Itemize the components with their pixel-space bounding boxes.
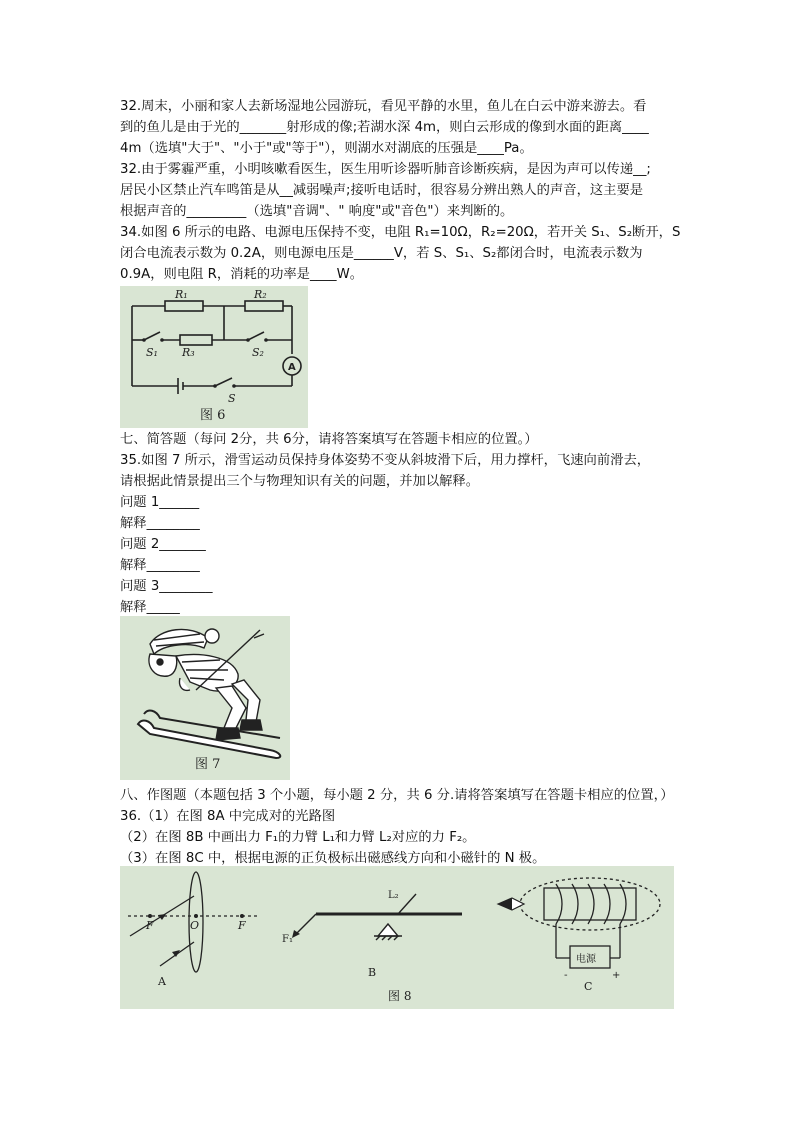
- figure-8b-label: B: [368, 966, 377, 979]
- q36-part2: （2）在图 8B 中画出力 F₁的力臂 L₁和力臂 L₂对应的力 F₂。: [120, 830, 476, 845]
- r1-label: R₁: [175, 288, 188, 301]
- focus-right-label: F: [238, 919, 246, 932]
- plus-terminal: +: [612, 970, 621, 981]
- rope-l2: [398, 894, 416, 914]
- q34-line3: 0.9A，则电阻 R，消耗的功率是____W。: [120, 267, 364, 282]
- q36-part3: （3）在图 8C 中，根据电源的正负极标出磁感线方向和小磁针的 N 极。: [120, 851, 546, 866]
- power-source-label: 电源: [576, 954, 596, 965]
- focus-left-label: F: [146, 919, 154, 932]
- q35-line1: 35.如图 7 所示，滑雪运动员保持身体姿势不变从斜坡滑下后，用力撑杆，飞速向前滑去，: [120, 453, 651, 468]
- figure-6-caption: 图 6: [200, 408, 226, 423]
- r2-resistor: [245, 301, 283, 311]
- answer-question-3: 问题 3________: [120, 579, 213, 594]
- answer-question-2: 问题 2_______: [120, 537, 206, 552]
- q34-line2: 闭合电流表示数为 0.2A，则电源电压是______V，若 S、S₁、S₂都闭合时，电流表示数为: [120, 246, 643, 261]
- answer-explain-2: 解释________: [120, 558, 200, 573]
- q35-line2: 请根据此情景提出三个与物理知识有关的问题，并加以解释。: [120, 474, 480, 489]
- optical-center-label: O: [190, 919, 200, 932]
- q32a-line3: 4m（选填"大于"、"小于"或"等于"），则湖水对湖底的压强是____Pa。: [120, 141, 533, 156]
- q32b-line2: 居民小区禁止汽车鸣笛是从__减弱噪声;接听电话时，很容易分辨出熟人的声音，这主要是: [120, 183, 644, 198]
- l2-label: L₂: [388, 890, 399, 901]
- s2-label: S₂: [252, 346, 264, 359]
- minus-terminal: -: [564, 970, 568, 981]
- answer-explain-1: 解释________: [120, 516, 200, 531]
- figure-7-caption: 图 7: [195, 757, 221, 772]
- q32a-line2: 到的鱼儿是由于光的_______射形成的像;若湖水深 4m，则白云形成的像到水面的距离____: [120, 120, 649, 135]
- answer-explain-3: 解释_____: [120, 600, 180, 615]
- section-7-heading: 七、简答题（每问 2分，共 6分，请将答案填写在答题卡相应的位置。）: [120, 432, 538, 447]
- fulcrum: [378, 924, 398, 936]
- q32b-line1: 32.由于雾霾严重，小明咳嗽看医生，医生用听诊器听肺音诊断疾病，是因为声可以传递__;: [120, 162, 651, 177]
- figure-8a-label: A: [158, 975, 166, 988]
- q32b-line3: 根据声音的_________（选填"音调"、" 响度"或"音色"）来判断的。: [120, 204, 514, 219]
- s-label: S: [228, 392, 236, 405]
- section-8-heading: 八、作图题（本题包括 3 个小题，每小题 2 分，共 6 分.请将答案填写在答题卡相应的位置，）: [120, 788, 674, 803]
- q36-part1: 36.（1）在图 8A 中完成对的光路图: [120, 809, 336, 824]
- answer-question-1: 问题 1______: [120, 495, 200, 510]
- figure-8: [120, 866, 674, 1009]
- q34-line1: 34.如图 6 所示的电路、电源电压保持不变，电阻 R₁=10Ω，R₂=20Ω，若开关 S₁、S₂断开，S: [120, 225, 681, 240]
- f1-label: F₁: [282, 934, 293, 945]
- figure-8c-label: C: [584, 980, 593, 993]
- r1-resistor: [165, 301, 203, 311]
- figure-7-skier: [120, 616, 290, 780]
- r2-label: R₂: [254, 288, 267, 301]
- field-lines-outer: [520, 878, 660, 930]
- figure-8-caption: 图 8: [388, 989, 412, 1003]
- q32a-line1: 32.周末，小丽和家人去新场湿地公园游玩，看见平静的水里，鱼儿在白云中游来游去。看: [120, 99, 647, 114]
- ammeter-label: A: [288, 362, 296, 373]
- solenoid-core: [544, 888, 636, 920]
- figure-6-circuit: [120, 286, 308, 428]
- r3-label: R₃: [182, 346, 195, 359]
- s1-label: S₁: [146, 346, 158, 359]
